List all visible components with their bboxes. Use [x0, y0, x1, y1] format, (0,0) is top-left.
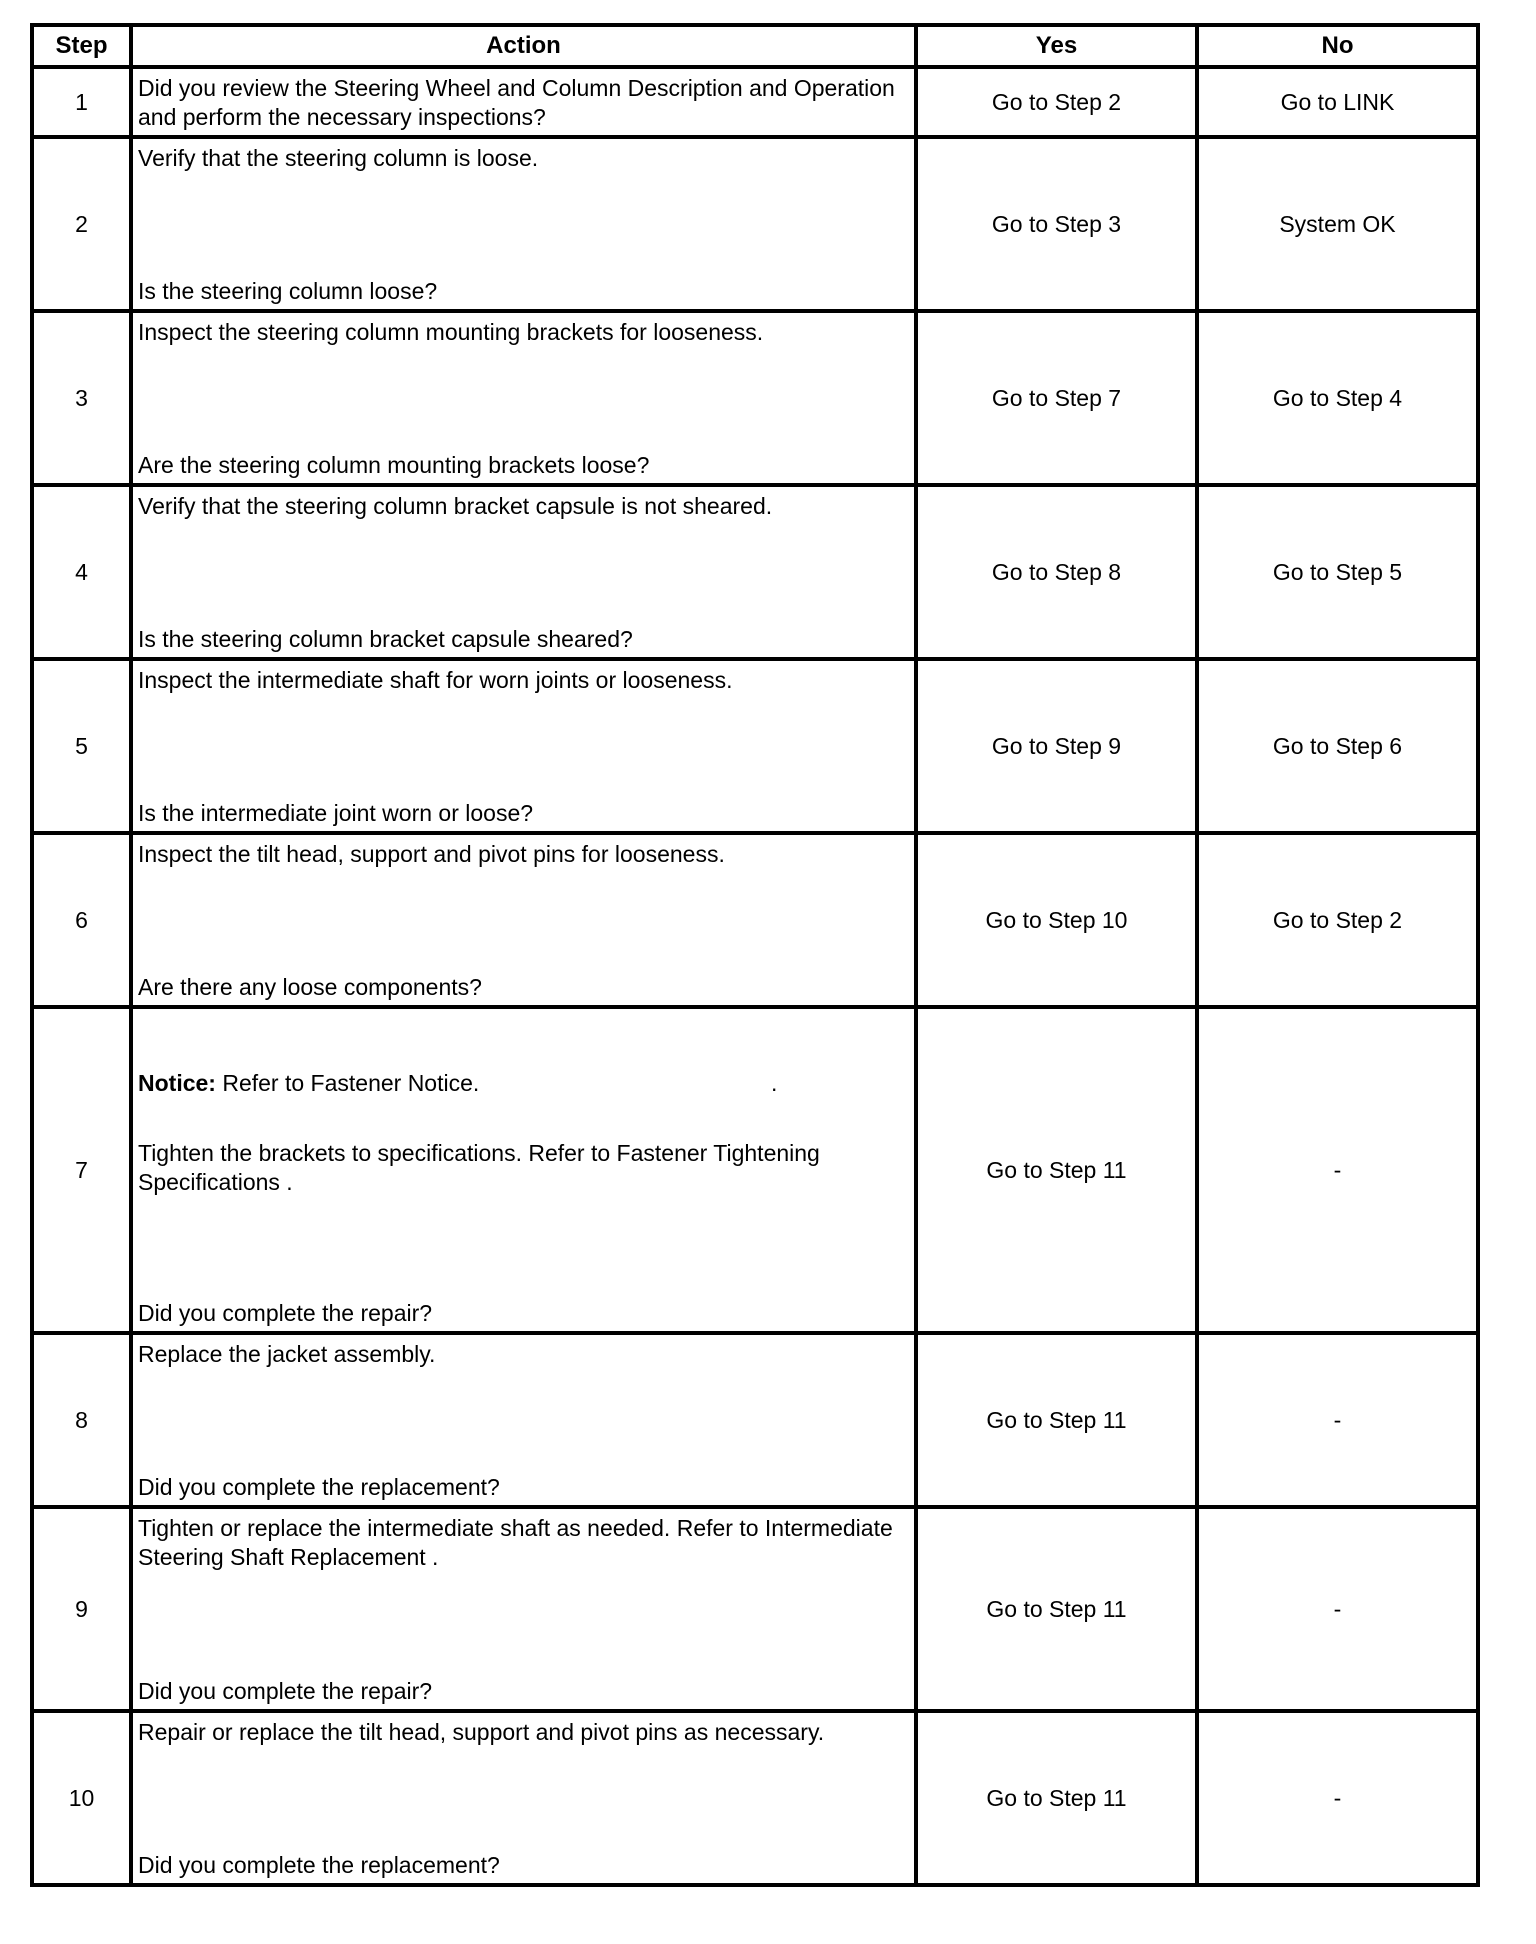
action-question: Did you complete the repair? — [138, 1300, 433, 1326]
action-cell — [131, 659, 916, 833]
table-row — [32, 67, 1478, 137]
notice-dot: . — [771, 1070, 778, 1096]
step-number: 8 — [32, 1333, 131, 1507]
action-question: Is the steering column loose? — [138, 278, 438, 304]
notice-line — [138, 1069, 904, 1098]
action-cell — [131, 67, 916, 137]
no-result: Go to LINK — [1197, 67, 1478, 137]
table-row — [32, 1333, 1478, 1507]
no-result: - — [1197, 1333, 1478, 1507]
step-number: 10 — [32, 1711, 131, 1885]
table-row — [32, 137, 1478, 311]
table-row — [32, 833, 1478, 1007]
no-result: Go to Step 4 — [1197, 311, 1478, 485]
action-text: Tighten the brackets to specifications. Refer to Fastener Tightening Specifications . — [138, 1140, 820, 1195]
yes-result: Go to Step 11 — [916, 1007, 1197, 1333]
action-cell — [131, 1007, 916, 1333]
action-text: Verify that the steering column is loose. — [138, 145, 539, 171]
yes-result: Go to Step 3 — [916, 137, 1197, 311]
step-number: 6 — [32, 833, 131, 1007]
no-result: System OK — [1197, 137, 1478, 311]
yes-result: Go to Step 11 — [916, 1711, 1197, 1885]
diagnostic-table — [30, 23, 1480, 1887]
action-text: Replace the jacket assembly. — [138, 1341, 436, 1367]
yes-result: Go to Step 7 — [916, 311, 1197, 485]
action-cell — [131, 1333, 916, 1507]
yes-result: Go to Step 2 — [916, 67, 1197, 137]
header-action: Action — [131, 25, 916, 67]
yes-result: Go to Step 10 — [916, 833, 1197, 1007]
no-result: - — [1197, 1007, 1478, 1333]
no-result: Go to Step 6 — [1197, 659, 1478, 833]
no-result: - — [1197, 1507, 1478, 1711]
action-cell — [131, 137, 916, 311]
step-number: 5 — [32, 659, 131, 833]
table-row — [32, 1507, 1478, 1711]
no-result: - — [1197, 1711, 1478, 1885]
action-text: Did you review the Steering Wheel and Column Description and Operation and perform the necessary inspections? — [138, 75, 895, 130]
yes-result: Go to Step 8 — [916, 485, 1197, 659]
no-result: Go to Step 2 — [1197, 833, 1478, 1007]
action-text: Tighten or replace the intermediate shaft as needed. Refer to Intermediate Steering Shaft Replacement . — [138, 1515, 893, 1570]
table-row — [32, 485, 1478, 659]
header-step: Step — [32, 25, 131, 67]
notice-label: Notice: — [138, 1070, 216, 1096]
action-question: Did you complete the repair? — [138, 1678, 433, 1704]
action-cell — [131, 1711, 916, 1885]
action-cell — [131, 311, 916, 485]
step-number: 2 — [32, 137, 131, 311]
action-text: Inspect the intermediate shaft for worn joints or looseness. — [138, 667, 733, 693]
action-text: Inspect the steering column mounting brackets for looseness. — [138, 319, 764, 345]
action-text: Verify that the steering column bracket capsule is not sheared. — [138, 493, 773, 519]
action-question: Are the steering column mounting brackets loose? — [138, 452, 650, 478]
no-result: Go to Step 5 — [1197, 485, 1478, 659]
step-number: 3 — [32, 311, 131, 485]
action-cell — [131, 1507, 916, 1711]
action-question: Did you complete the replacement? — [138, 1852, 500, 1878]
action-text: Repair or replace the tilt head, support and pivot pins as necessary. — [138, 1719, 825, 1745]
yes-result: Go to Step 9 — [916, 659, 1197, 833]
header-no: No — [1197, 25, 1478, 67]
table-row — [32, 1711, 1478, 1885]
action-text: Inspect the tilt head, support and pivot pins for looseness. — [138, 841, 725, 867]
action-cell — [131, 833, 916, 1007]
yes-result: Go to Step 11 — [916, 1507, 1197, 1711]
step-number: 4 — [32, 485, 131, 659]
header-yes: Yes — [916, 25, 1197, 67]
action-question: Is the intermediate joint worn or loose? — [138, 800, 534, 826]
table-row — [32, 1007, 1478, 1333]
table-row — [32, 659, 1478, 833]
action-question: Are there any loose components? — [138, 974, 482, 1000]
action-question: Is the steering column bracket capsule sheared? — [138, 626, 633, 652]
action-question: Did you complete the replacement? — [138, 1474, 500, 1500]
action-cell — [131, 485, 916, 659]
header-row — [32, 25, 1478, 67]
table-row — [32, 311, 1478, 485]
step-number: 1 — [32, 67, 131, 137]
yes-result: Go to Step 11 — [916, 1333, 1197, 1507]
notice-text: Refer to Fastener Notice. — [215, 1070, 480, 1096]
step-number: 7 — [32, 1007, 131, 1333]
step-number: 9 — [32, 1507, 131, 1711]
